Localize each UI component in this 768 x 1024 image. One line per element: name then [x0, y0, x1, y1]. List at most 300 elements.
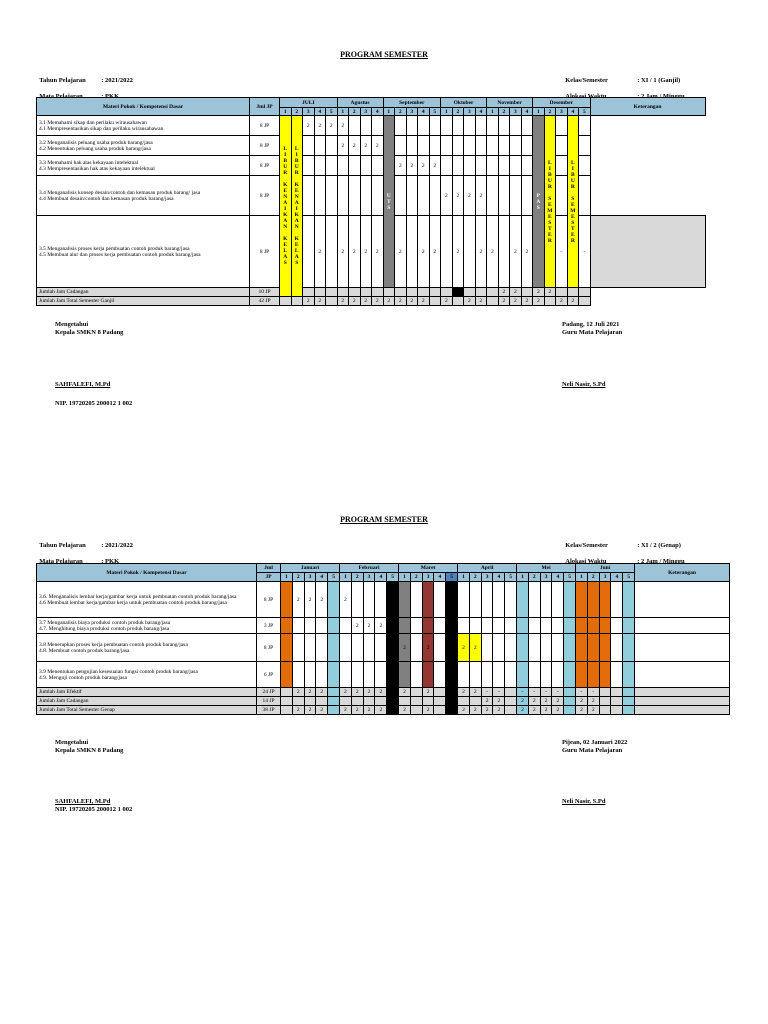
week-cell: 2 — [375, 618, 387, 634]
week-cell — [579, 288, 591, 297]
week-cell: 2 — [475, 297, 487, 306]
week-cell — [410, 618, 422, 634]
week-cell — [475, 116, 487, 136]
week-cell — [281, 706, 293, 715]
week-cell — [556, 176, 568, 216]
week-number-header: 1 — [441, 108, 453, 116]
week-number-header: 4 — [475, 108, 487, 116]
week-cell: 2 — [469, 706, 481, 715]
week-cell — [406, 136, 418, 156]
total-jp: 42 JP — [250, 297, 280, 306]
week-cell: 2 — [422, 634, 434, 662]
week-cell — [611, 688, 623, 697]
week-cell — [564, 706, 576, 715]
week-number-header: 4 — [316, 573, 328, 582]
kd-cell: 3.8 Menerapkan proses kerja pembuatan contoh produk barang/jasa 4.8. Membuat contoh produk barang/jasa — [37, 634, 257, 662]
week-cell — [521, 116, 533, 136]
week-number-header: 1 — [383, 108, 395, 116]
keterangan-cell — [635, 618, 730, 634]
keterangan-cell — [635, 634, 730, 662]
week-number-header: 3 — [481, 573, 493, 582]
month-header: JULI — [280, 98, 338, 108]
week-cell — [487, 116, 499, 136]
week-cell — [498, 156, 510, 176]
week-cell — [498, 116, 510, 136]
week-cell — [281, 618, 293, 634]
tahun-label: Tahun Pelajaran — [39, 542, 86, 549]
kepala-signature-block-1: Mengetahui Kepala SMKN 8 Padang — [55, 321, 124, 336]
week-cell — [303, 216, 315, 288]
week-cell — [281, 688, 293, 697]
week-cell — [487, 136, 499, 156]
week-cell — [611, 662, 623, 688]
kepala-name-1: SAHFALEFI, M.Pd — [55, 381, 111, 388]
week-cell — [564, 688, 576, 697]
week-cell: 2 — [418, 297, 430, 306]
week-cell — [304, 697, 316, 706]
week-cell — [544, 297, 556, 306]
week-cell — [469, 618, 481, 634]
week-cell — [281, 582, 293, 618]
week-cell — [351, 697, 363, 706]
jp-cell: 8 JP — [250, 116, 280, 136]
week-cell — [406, 176, 418, 216]
week-cell — [481, 618, 493, 634]
tahun-label: Tahun Pelajaran — [39, 77, 86, 84]
week-number-header: 5 — [326, 108, 338, 116]
alokasi-label: Alokasi Waktu — [565, 558, 607, 565]
week-number-header: 5 — [429, 108, 441, 116]
week-cell — [587, 634, 599, 662]
week-cell — [387, 582, 399, 618]
kelas-label: Kelas/Semester — [565, 542, 608, 549]
week-cell — [387, 662, 399, 688]
week-cell — [418, 136, 430, 156]
week-cell — [469, 697, 481, 706]
week-cell — [623, 582, 635, 618]
week-cell — [556, 136, 568, 156]
week-cell — [552, 618, 564, 634]
week-cell — [326, 216, 338, 288]
week-cell: 2 — [528, 697, 540, 706]
week-cell: 2 — [567, 297, 579, 306]
kd-cell: 3.5 Menganalisis proses kerja pembuatan contoh produk barang/jasa 4.5 Membuat alur dan proses kerja pembuatan contoh produk barang/jasa — [37, 216, 250, 288]
week-cell — [446, 618, 458, 634]
week-cell — [464, 216, 476, 288]
week-cell: 2 — [340, 688, 352, 697]
kd-cell: 3.7 Menganalisis biaya produksi contoh produk barang/jasa 4.7. Menghitung biaya produksi contoh produk barang/jasa — [37, 618, 257, 634]
tahun-value: : 2021/2022 — [101, 542, 133, 549]
week-cell: 2 — [418, 216, 430, 288]
week-cell — [579, 136, 591, 156]
week-cell — [599, 634, 611, 662]
summary-jp: 24 JP — [257, 688, 281, 697]
week-cell — [434, 618, 446, 634]
week-cell — [517, 582, 529, 618]
week-cell — [493, 634, 505, 662]
week-number-header: 1 — [340, 573, 352, 582]
jp-cell: 8 JP — [257, 634, 281, 662]
week-cell — [611, 582, 623, 618]
week-cell — [429, 116, 441, 136]
week-cell — [441, 156, 453, 176]
week-cell — [360, 116, 372, 136]
week-cell — [303, 136, 315, 156]
week-cell: 2 — [552, 706, 564, 715]
week-number-header: 5 — [623, 573, 635, 582]
week-cell — [452, 288, 464, 297]
week-cell: 2 — [375, 688, 387, 697]
week-cell: 2 — [316, 582, 328, 618]
week-number-header: 4 — [552, 573, 564, 582]
jp-cell: 8 JP — [250, 216, 280, 288]
week-cell — [464, 156, 476, 176]
week-cell — [505, 662, 517, 688]
week-cell — [505, 688, 517, 697]
week-cell — [521, 136, 533, 156]
week-cell — [446, 582, 458, 618]
week-cell — [521, 156, 533, 176]
week-cell: 2 — [587, 706, 599, 715]
week-cell — [337, 288, 349, 297]
week-cell: 2 — [475, 176, 487, 216]
week-number-header: 2 — [349, 108, 361, 116]
week-number-header: 3 — [540, 573, 552, 582]
week-cell — [576, 618, 588, 634]
page-title-semester-1: PROGRAM SEMESTER — [340, 50, 428, 59]
week-cell — [599, 618, 611, 634]
kepala-nip-1: NIP. 19720205 200012 1 002 — [55, 400, 133, 407]
week-number-header: 4 — [493, 573, 505, 582]
month-header: September — [383, 98, 441, 108]
week-cell — [481, 582, 493, 618]
week-cell — [418, 288, 430, 297]
week-cell — [446, 634, 458, 662]
week-cell — [360, 288, 372, 297]
week-cell: - — [587, 688, 599, 697]
week-cell: 2 — [429, 156, 441, 176]
kelas-label: Kelas/Semester — [565, 77, 608, 84]
week-cell: 2 — [375, 706, 387, 715]
week-cell — [540, 662, 552, 688]
week-cell — [326, 297, 338, 306]
week-cell — [552, 634, 564, 662]
week-number-header: 1 — [280, 108, 292, 116]
meta-right-semester-2 — [562, 534, 685, 566]
month-header: Maret — [399, 564, 458, 573]
week-cell — [395, 116, 407, 136]
week-cell: 2 — [464, 176, 476, 216]
week-cell: - — [517, 688, 529, 697]
week-cell: 2 — [576, 706, 588, 715]
week-cell: 2 — [441, 297, 453, 306]
col-materi-header: Materi Pokok / Kompetensi Dasar — [37, 98, 250, 116]
week-cell — [418, 116, 430, 136]
week-cell: 2 — [304, 582, 316, 618]
week-number-header: 3 — [406, 108, 418, 116]
week-cell: - — [576, 688, 588, 697]
week-cell — [326, 288, 338, 297]
week-cell — [564, 662, 576, 688]
week-cell — [564, 618, 576, 634]
week-cell — [328, 697, 340, 706]
week-cell — [481, 634, 493, 662]
week-cell — [434, 662, 446, 688]
week-cell — [387, 706, 399, 715]
week-cell — [372, 156, 384, 176]
week-cell — [406, 288, 418, 297]
week-cell — [441, 288, 453, 297]
week-cell: 2 — [399, 688, 411, 697]
week-cell — [528, 618, 540, 634]
week-number-header: 4 — [375, 573, 387, 582]
summary-label: Jumlah Jam Efektif — [37, 688, 257, 697]
week-cell: 2 — [349, 136, 361, 156]
week-cell — [360, 176, 372, 216]
kepala-nip-2: NIP. 19720205 200012 1 002 — [55, 806, 133, 813]
week-cell — [292, 662, 304, 688]
week-cell — [505, 582, 517, 618]
libur-semester-block — [544, 116, 556, 288]
week-cell — [441, 136, 453, 156]
vertical-text: L I B U R S E M E S T E R — [547, 159, 553, 244]
week-number-header: 5 — [387, 573, 399, 582]
week-cell — [328, 662, 340, 688]
week-cell: 2 — [314, 216, 326, 288]
col-jp-header: JP — [257, 573, 281, 582]
week-cell: - — [481, 688, 493, 697]
week-cell: 2 — [429, 216, 441, 288]
week-cell: 2 — [510, 216, 522, 288]
kd-cell: 3.6. Menganalisis lembar kerja/gambar kerja untuk pembuatan contoh produk barang/jasa 4.6 Membuat lembar kerja/gambar kerja untuk pembuatan contoh produk barang/jasa — [37, 582, 257, 618]
week-cell — [316, 662, 328, 688]
week-cell — [576, 634, 588, 662]
kepala-name-2: SAHFALEFI, M.Pd — [55, 798, 111, 805]
week-cell — [599, 662, 611, 688]
week-number-header: 4 — [314, 108, 326, 116]
week-cell — [441, 116, 453, 136]
col-jml-header: Jml JP — [250, 98, 280, 116]
mapel-label: Mata Pelajaran — [39, 93, 83, 100]
week-cell: 2 — [540, 706, 552, 715]
kelas-value: : XI / 2 (Genap) — [637, 542, 681, 549]
week-number-header: 1 — [517, 573, 529, 582]
week-cell: 2 — [458, 634, 470, 662]
week-number-header: 3 — [303, 108, 315, 116]
week-cell — [623, 662, 635, 688]
week-cell — [328, 706, 340, 715]
week-cell: 2 — [493, 706, 505, 715]
week-cell — [579, 156, 591, 176]
week-cell — [587, 582, 599, 618]
week-number-header: 3 — [422, 573, 434, 582]
week-cell: 2 — [422, 706, 434, 715]
week-cell — [281, 697, 293, 706]
week-cell: 2 — [363, 618, 375, 634]
week-cell — [599, 706, 611, 715]
week-cell — [349, 156, 361, 176]
week-cell — [314, 176, 326, 216]
summary-label: Jumlah Jam Cadangan — [37, 697, 257, 706]
week-cell — [429, 297, 441, 306]
week-cell — [363, 582, 375, 618]
week-cell — [314, 136, 326, 156]
week-cell — [399, 618, 411, 634]
month-header: Juni — [576, 564, 635, 573]
month-header: Oktober — [441, 98, 487, 108]
week-cell: 2 — [351, 706, 363, 715]
week-cell: 2 — [475, 216, 487, 288]
total-label: Jumlah Jam Total Semester Ganjil — [37, 297, 250, 306]
jp-cell: 8 JP — [250, 156, 280, 176]
week-cell — [304, 662, 316, 688]
libur-kenaikan-kelas-block — [291, 116, 303, 297]
week-cell: 2 — [337, 216, 349, 288]
week-cell: 2 — [340, 582, 352, 618]
week-cell — [304, 618, 316, 634]
week-cell — [422, 697, 434, 706]
week-cell — [349, 288, 361, 297]
guru-signature-block-2: Pijean, 02 Januari 2022 Guru Mata Pelajaran — [562, 739, 628, 754]
week-cell — [623, 634, 635, 662]
week-cell: - — [579, 216, 591, 288]
week-number-header: 1 — [281, 573, 293, 582]
week-cell — [280, 297, 292, 306]
week-cell — [452, 156, 464, 176]
week-cell — [351, 662, 363, 688]
week-cell — [540, 582, 552, 618]
week-number-header: 2 — [395, 108, 407, 116]
week-cell — [505, 618, 517, 634]
vertical-text: U T S — [386, 192, 391, 211]
month-header: Februari — [340, 564, 399, 573]
week-cell: 2 — [314, 116, 326, 136]
week-number-header: 1 — [533, 108, 545, 116]
week-cell — [351, 582, 363, 618]
week-cell — [505, 697, 517, 706]
week-cell: 2 — [498, 297, 510, 306]
month-header: Januari — [281, 564, 340, 573]
pas-block — [533, 116, 545, 288]
week-cell — [528, 662, 540, 688]
libur-semester-block — [567, 116, 579, 288]
week-cell — [458, 697, 470, 706]
week-cell — [340, 662, 352, 688]
vertical-text: L I B U R S E M E S T E R — [570, 159, 576, 244]
week-cell: 2 — [487, 216, 499, 288]
week-cell: 2 — [540, 697, 552, 706]
week-cell: 2 — [351, 688, 363, 697]
week-cell: 2 — [351, 618, 363, 634]
week-cell — [326, 176, 338, 216]
week-cell — [481, 662, 493, 688]
week-cell — [303, 156, 315, 176]
week-cell — [599, 582, 611, 618]
mapel-value: : PKK — [101, 93, 120, 100]
week-cell — [556, 156, 568, 176]
jp-cell: 8 JP — [250, 176, 280, 216]
week-cell — [337, 156, 349, 176]
week-cell — [434, 688, 446, 697]
week-cell — [363, 697, 375, 706]
week-cell: 2 — [441, 176, 453, 216]
jp-cell: 8 JP — [250, 136, 280, 156]
week-cell — [475, 136, 487, 156]
week-cell — [337, 176, 349, 216]
week-cell — [399, 662, 411, 688]
week-number-header: 4 — [418, 108, 430, 116]
week-cell — [458, 618, 470, 634]
guru-name-2: Neli Nasir, S.Pd — [562, 798, 606, 805]
week-cell: 2 — [587, 697, 599, 706]
week-cell — [422, 662, 434, 688]
week-cell — [599, 688, 611, 697]
week-cell: 2 — [533, 288, 545, 297]
week-cell: 2 — [303, 116, 315, 136]
week-cell — [452, 136, 464, 156]
week-cell: 2 — [303, 297, 315, 306]
week-cell — [434, 582, 446, 618]
week-cell: 2 — [418, 156, 430, 176]
month-header: Desember — [533, 98, 591, 108]
week-number-header: 4 — [434, 573, 446, 582]
page-title-semester-2: PROGRAM SEMESTER — [340, 515, 428, 524]
vertical-text: L I B U R K E N A I K A N K E L A S — [283, 146, 288, 266]
week-cell: 2 — [292, 582, 304, 618]
week-cell — [599, 697, 611, 706]
week-cell — [623, 618, 635, 634]
week-cell: 2 — [337, 116, 349, 136]
kelas-value: : XI / 1 (Ganjil) — [637, 77, 681, 84]
week-cell — [498, 136, 510, 156]
week-cell: 2 — [517, 697, 529, 706]
week-cell: 2 — [337, 136, 349, 156]
week-cell — [383, 288, 395, 297]
week-cell: 2 — [360, 216, 372, 288]
vertical-text: P A S — [536, 192, 541, 211]
week-cell — [446, 697, 458, 706]
week-cell — [434, 697, 446, 706]
week-cell — [458, 662, 470, 688]
kd-cell: 3.2 Menganalisis peluang usaha produk barang/jasa 4.2 Menentukan peluang usaha produk barang/jasa — [37, 136, 250, 156]
week-cell — [410, 697, 422, 706]
jp-cell: 6 JP — [257, 662, 281, 688]
week-number-header: 3 — [599, 573, 611, 582]
week-cell — [623, 697, 635, 706]
schedule-table-semester-2 — [36, 563, 730, 715]
week-cell — [452, 297, 464, 306]
week-cell — [422, 582, 434, 618]
keterangan-cell — [635, 697, 730, 706]
week-cell — [399, 582, 411, 618]
week-cell — [505, 706, 517, 715]
week-cell — [521, 288, 533, 297]
week-cell: 2 — [552, 697, 564, 706]
week-number-header: 2 — [410, 573, 422, 582]
summary-label: Jumlah Jam Total Semester Genap — [37, 706, 257, 715]
week-cell — [326, 156, 338, 176]
week-cell: 2 — [395, 156, 407, 176]
week-cell — [410, 662, 422, 688]
week-number-header: 5 — [564, 573, 576, 582]
week-number-header: 5 — [328, 573, 340, 582]
week-cell — [395, 136, 407, 156]
week-cell: 2 — [304, 688, 316, 697]
week-cell: 2 — [576, 697, 588, 706]
guru-name-1: Neli Nasir, S.Pd — [562, 381, 606, 388]
alokasi-value: : 2 Jam / Minggu — [637, 93, 685, 100]
week-cell — [540, 634, 552, 662]
